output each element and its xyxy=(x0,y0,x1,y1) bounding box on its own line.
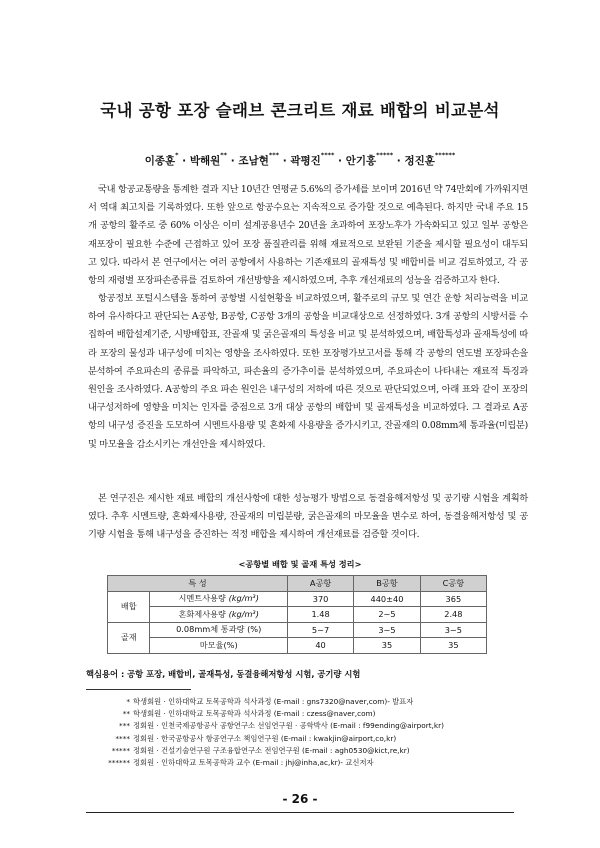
footnote-mark: ** xyxy=(122,709,130,719)
table-cell: 3∼5 xyxy=(420,622,486,638)
footnote-text: 정회원 · 건설기술연구원 구조융합연구소 전임연구원 (E-mail : agh0530@kict,re,kr) xyxy=(133,745,410,755)
author-list xyxy=(0,153,600,168)
footnote-mark: * xyxy=(126,697,130,706)
table-cell: 5∼7 xyxy=(287,622,353,638)
footnote-divider xyxy=(86,689,191,690)
table-group-label: 골재 xyxy=(108,622,150,653)
table-cell: 40 xyxy=(287,638,353,654)
property-label: 시멘트사용량 xyxy=(178,593,226,604)
property-label: 혼화제사용량 xyxy=(178,608,226,619)
table-header-cell: C공항 xyxy=(420,576,486,592)
body-paragraph: 항공정보 포털시스템을 통하여 공항별 시설현황을 비교하였으며, 활주로의 규모 및 연간 운항 처리능력을 비교하여 유사하다고 판단되는 A공항, B공항, C공항 3개의 공항을 비교대상으로 선정하였다. 3개 공항의 시방서를 수집하여 배합설계기준, 시방배합표, 잔골재 및 굵은골재의 특성을 비교 및 분석하였으며, 배합특성과 골재특성에 따라 포장의 물성과 내구성에 미치는 영향을 조사하였다. 또한 포장평가보고서를 통해 각 공항의 연도별 포장파손을 분석하여 주요파손의 종류를 파악하고, 파손율의 증가추이를 분석하였으며, 주요파손이 나타내는 재료적 특징과 원인을 조사하였다. A공항의 주요 파손 원인은 내구성의 저하에 따른 것으로 판단되었으며, 아래 표와 같이 포장의 내구성저하에 영향을 미치는 인자를 중점으로 3개 대상 공항의 배합비 및 골재특성을 비교하였다. 그 결과로 A공항의 내구성 증진을 도모하여 시멘트사용량 및 혼화제 사용량을 증가시키고, 잔골재의 0.08mm체 통과율(미립분) 및 마모율을 감소시키는 개선안을 제시하였다. xyxy=(88,293,528,450)
footnote-text: 학생회원 · 인하대학교 토목공학과 석사과정 (E-mail : czess@naver,com) xyxy=(133,709,376,719)
table-property-cell: 마모율(%) xyxy=(150,638,287,654)
author-separator: · xyxy=(227,155,239,167)
table-row xyxy=(108,622,487,638)
table-header-cell: A공항 xyxy=(287,576,353,592)
table-header-cell: 특 성 xyxy=(108,576,288,592)
author-affiliation-mark: ** xyxy=(220,151,228,159)
footnote-item xyxy=(86,708,546,720)
footnote-mark: *** xyxy=(119,721,130,731)
footnote-list xyxy=(86,696,546,769)
page-number: - 26 - xyxy=(282,792,318,806)
table-cell: 35 xyxy=(420,638,486,654)
table-cell: 370 xyxy=(287,591,353,607)
author-affiliation-mark: ****** xyxy=(434,151,456,159)
property-unit: (kg/m³) xyxy=(228,593,259,604)
table-cell: 3∼5 xyxy=(354,622,421,638)
table-cell: 365 xyxy=(420,591,486,607)
body-paragraph: 국내 항공교통량을 통계한 결과 지난 10년간 연평균 5.6%의 증가세를 보이며 2016년 약 74만회에 가까워지면서 역대 최고치를 기록하였다. 또한 앞으로 항공수요는 지속적으로 증가할 것으로 예측된다. 하지만 국내 주요 15개 공항의 활주로 중 60% 이상은 이미 설계공용년수 20년을 초과하여 포장노후가 가속화되고 있고 일부 공항은 재포장이 필요한 수준에 근접하고 있어 포장 품질관리를 위해 재료적으로 보완된 기준을 제시할 필요성이 대두되고 있다. 따라서 본 연구에서는 여러 공항에서 사용하는 기존재료의 골재특성 및 배합비를 비교 검토하였고, 각 공항의 재령별 포장파손종류를 검토하여 개선방향을 제시하였으며, 추후 개선재료의 성능을 검증하고자 한다. xyxy=(88,184,528,287)
footnote-item xyxy=(86,733,546,745)
table-header-cell: B공항 xyxy=(354,576,421,592)
table-cell: 35 xyxy=(354,638,421,654)
footnote-item xyxy=(86,696,546,708)
footnote-text: 정회원 · 한국공항공사 항공연구소 책임연구원 (E-mail : kwakjin@airport,co,kr) xyxy=(133,733,397,743)
author-separator: · xyxy=(334,155,346,167)
author-separator: · xyxy=(279,155,291,167)
table-property-cell: 0.08mm체 통과량 (%) xyxy=(150,622,287,638)
table-header-row xyxy=(108,576,487,592)
author-name: 안기홍 xyxy=(345,155,377,167)
table-property-cell xyxy=(150,607,287,623)
author-affiliation-mark: **** xyxy=(320,151,335,159)
author-separator: · xyxy=(178,155,190,167)
author-name: 이종훈 xyxy=(144,155,176,167)
footnote-mark: **** xyxy=(115,733,130,743)
table-cell: 2∼5 xyxy=(354,607,421,623)
author-affiliation-mark: * xyxy=(175,151,179,159)
table-cell: 2.48 xyxy=(420,607,486,623)
paper-title: 국내 공항 포장 슬래브 콘크리트 재료 배합의 비교분석 xyxy=(100,101,500,120)
body-paragraph: 본 연구진은 제시한 재료 배합의 개선사항에 대한 성능평가 방법으로 동결융해저항성 및 공기량 시험을 계획하였다. 추후 시멘트량, 혼화제사용량, 잔골재의 미립분량, 굵은골재의 마모율을 변수로 하여, 동결융해저항성 및 공기량 시험을 통해 내구성을 증진하는 적정 배합을 제시하여 개선재료를 검증할 것이다. xyxy=(88,493,528,541)
comparison-table xyxy=(107,575,487,654)
author-name: 박해원 xyxy=(189,155,221,167)
keywords: 핵심용어 : 공항 포장, 배합비, 골재특성, 동결융해저항성 시험, 공기량 시험 xyxy=(86,669,361,679)
footnote-text: 정회원 · 인천국제공항공사 공항연구소 선임연구원 · 공학박사 (E-mail : f99ending@airport,kr) xyxy=(133,721,444,731)
author-name: 곽평진 xyxy=(290,155,321,167)
author-name: 조남현 xyxy=(238,155,269,167)
table-cell: 1.48 xyxy=(287,607,353,623)
author-separator: · xyxy=(393,155,405,167)
author-affiliation-mark: *** xyxy=(268,151,280,159)
table-row xyxy=(108,591,487,607)
table-cell: 440±40 xyxy=(354,591,421,607)
footnote-item xyxy=(86,757,546,769)
footnote-item xyxy=(86,745,546,757)
footnote-text: 학생회원 · 인하대학교 토목공학과 석사과정 (E-mail : gns7320@naver,com)- 발표자 xyxy=(133,697,414,706)
table-group-label: 배합 xyxy=(108,591,150,622)
footnote-text: 정회원 · 인하대학교 토목공학과 교수 (E-mail : jhj@inha,ac,kr)- 교신저자 xyxy=(133,758,374,768)
table-row xyxy=(108,607,487,623)
table-property-cell xyxy=(150,591,287,607)
author-affiliation-mark: ***** xyxy=(376,151,394,159)
table-row xyxy=(108,638,487,654)
footnote-mark: ***** xyxy=(111,745,130,755)
page-footer-rule xyxy=(86,812,514,813)
author-name: 정진훈 xyxy=(404,155,435,167)
footnote-mark: ****** xyxy=(108,758,130,768)
table-caption: <공항별 배합 및 골재 특성 정리> xyxy=(238,559,362,569)
footnote-item xyxy=(86,720,546,732)
property-unit: (kg/m³) xyxy=(228,608,259,619)
